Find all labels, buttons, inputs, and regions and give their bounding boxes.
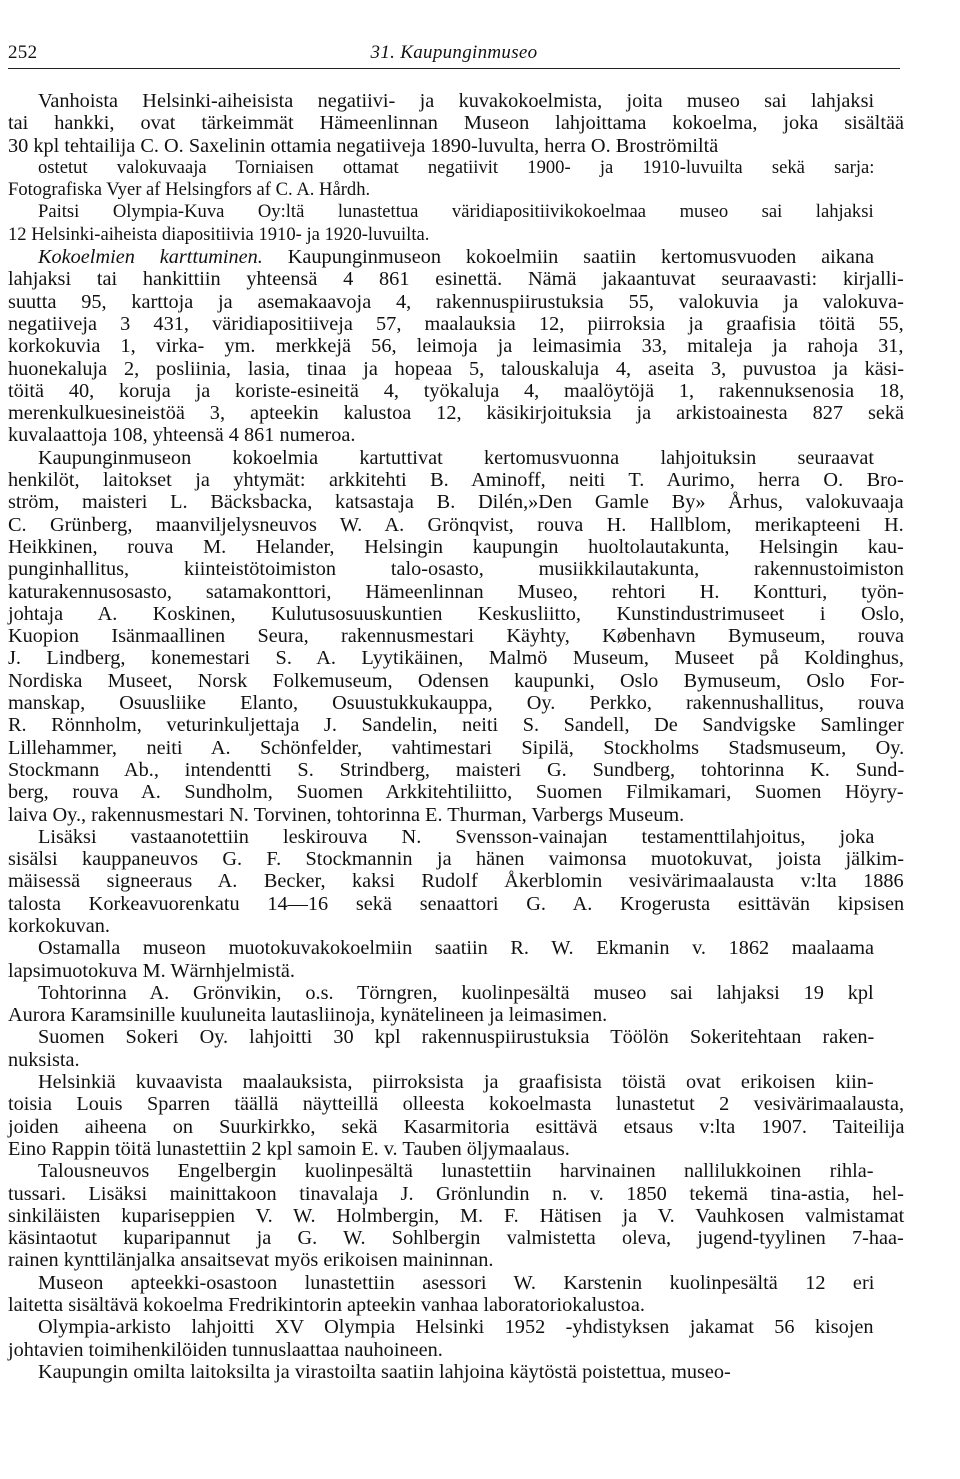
text-line xyxy=(8,179,904,201)
line-text: henkilöt, laitokset ja yhtymät: arkkitehti B. Aminoff, neiti T. Aurimo, herra O. Bro- xyxy=(8,469,904,492)
text-line xyxy=(8,1249,904,1271)
line-text: Talousneuvos Engelbergin kuolinpesältä lunastettiin harvinainen nallilukkoinen rihla- xyxy=(38,1160,874,1183)
line-text: Kaupunginmuseon kokoelmia kartuttivat kertomusvuonna lahjoituksin seuraavat xyxy=(38,446,875,469)
paragraph xyxy=(8,246,904,447)
line-text: katurakennusosasto, satamakonttori, Hämeenlinnan Museo, rehtori H. Kontturi, työn- xyxy=(8,580,904,603)
text-line xyxy=(8,1071,904,1093)
line-text: mäisessä signeeraus A. Becker, kaksi Rudolf Åkerblomin vesivärimaalausta v:lta 1886 xyxy=(8,870,904,893)
page-header xyxy=(8,42,900,66)
paragraph xyxy=(8,201,904,246)
text-line xyxy=(8,469,904,491)
line-text: berg, rouva A. Sundholm, Suomen Arkkitehtiliitto, Suomen Filmikamari, Suomen Höyry- xyxy=(8,781,904,804)
text-line xyxy=(8,960,904,982)
line-text: Ostamalla museon muotokuvakokoelmiin saatiin R. W. Ekmanin v. 1862 maalaama xyxy=(38,937,874,960)
text-line xyxy=(8,1093,904,1115)
line-text: korkokuvia 1, virka- ym. merkkejä 56, leimoja ja leimasimia 33, mitaleja ja rahoja 31, xyxy=(8,335,904,358)
line-text: manskap, Osuusliike Elanto, Osuustukkukauppa, Oy. Perkko, rakennushallitus, rouva xyxy=(8,692,905,715)
line-text: Stockmann Ab., intendentti S. Strindberg, maisteri G. Sundberg, tohtorinna K. Sund- xyxy=(8,758,905,781)
text-line xyxy=(8,870,904,892)
text-line xyxy=(8,759,904,781)
body-text xyxy=(8,90,904,1383)
paragraph xyxy=(8,1071,904,1160)
line-text: Kuopion Isänmaallinen Seura, rakennusmestari Käyhty, København Bymuseum, rouva xyxy=(8,625,904,648)
paragraph xyxy=(8,447,904,826)
paragraph xyxy=(8,937,904,982)
line-text: Aurora Karamsinille kuuluneita lautasliinoja, kynätelineen ja leimasimen. xyxy=(8,1004,608,1027)
line-text: ostetut valokuvaaja Torniaisen ottamat negatiivit 1900- ja 1910-luvuilta sekä sarja: xyxy=(38,156,875,178)
line-text: Museon apteekki-osastoon lunastettiin asessori W. Karstenin kuolinpesältä 12 eri xyxy=(38,1271,875,1294)
header-rule xyxy=(8,68,900,69)
line-text: Kaupungin omilta laitoksilta ja virastoilta saatiin lahjoina käytöstä poistettua, museo- xyxy=(38,1360,731,1383)
line-text: J. Lindberg, konemestari S. A. Lyytikäinen, Malmö Museum, Museet på Koldinghus, xyxy=(8,647,904,670)
text-line xyxy=(8,402,904,424)
text-line xyxy=(8,424,904,446)
line-text: Lisäksi vastaanotettiin leskirouva N. Svensson-vainajan testamenttilahjoitus, joka xyxy=(38,825,875,848)
line-text: punginhallitus, kiinteistötoimiston talo-osasto, musiikkilautakunta, rakennustoimiston xyxy=(8,558,904,581)
line-text: laitetta sisältävä kokoelma Fredrikintorin apteekin vanhaa laboratoriokalustoa. xyxy=(8,1294,645,1317)
line-text: negatiiveja 3 431, väridiapositiiveja 57, maalauksia 12, piirroksia ja graafisia töitä 55, xyxy=(8,312,904,335)
line-text: Nordiska Museet, Norsk Folkemuseum, Odensen kaupunki, Oslo Bymuseum, Oslo For- xyxy=(8,669,905,692)
text-line xyxy=(8,1183,904,1205)
text-line xyxy=(8,581,904,603)
text-line xyxy=(8,714,904,736)
text-line xyxy=(8,781,904,803)
text-line xyxy=(8,1272,904,1294)
text-line xyxy=(8,358,904,380)
text-line xyxy=(8,893,904,915)
text-line xyxy=(8,135,904,157)
line-text: nuksista. xyxy=(8,1048,80,1071)
text-line xyxy=(8,291,904,313)
line-text: merenkulkuesineistöä 3, apteekin kalustoa 12, käsikirjoituksia ja arkistoainesta 827 sekä xyxy=(8,402,904,425)
line-text: Paitsi Olympia-Kuva Oy:ltä lunastettua väridiapositiivikokoelmaa museo sai lahjaksi xyxy=(38,201,874,223)
line-text: tai hankki, ovat tärkeimmät Hämeenlinnan Museon lahjoittama kokoelma, joka sisältää xyxy=(8,112,904,135)
line-text: huonekaluja 2, posliinia, lasia, tinaa ja hopeaa 5, talouskaluja 4, aseita 3, puvustoa ja käsi- xyxy=(8,357,905,380)
text-line xyxy=(8,112,904,134)
text-line xyxy=(8,1205,904,1227)
text-line xyxy=(8,1160,904,1182)
text-line xyxy=(8,1361,904,1383)
text-line xyxy=(8,313,904,335)
paragraph xyxy=(8,1026,904,1071)
paragraph xyxy=(8,1361,904,1383)
text-line xyxy=(8,1004,904,1026)
line-text: töitä 40, koruja ja koriste-esineitä 4, työkaluja 4, maalöytöjä 1, rakennuksenosia 18, xyxy=(8,379,905,402)
text-line xyxy=(8,1316,904,1338)
line-text: Suomen Sokeri Oy. lahjoitti 30 kpl rakennuspiirustuksia Töölön Sokeritehtaan raken- xyxy=(38,1026,875,1049)
line-text: laiva Oy., rakennusmestari N. Torvinen, tohtorinna E. Thurman, Varbergs Museum. xyxy=(8,803,685,826)
text-line xyxy=(8,447,904,469)
line-text: Lillehammer, neiti A. Schönfelder, vahtimestari Sipilä, Stockholms Stadsmuseum, Oy. xyxy=(8,736,905,759)
paragraph xyxy=(8,90,904,157)
text-line xyxy=(8,380,904,402)
text-line xyxy=(8,491,904,513)
line-text: rainen kynttilänjalka ansaitsevat myös erikoisen maininnan. xyxy=(8,1249,494,1272)
text-line xyxy=(8,737,904,759)
line-text: Olympia-arkisto lahjoitti XV Olympia Helsinki 1952 -yhdistyksen jakamat 56 kisojen xyxy=(38,1316,874,1339)
text-line xyxy=(8,1026,904,1048)
text-line xyxy=(8,558,904,580)
text-line xyxy=(8,826,904,848)
line-text: R. Rönnholm, veturinkuljettaja J. Sandelin, neiti S. Sandell, De Sandvigske Samlinger xyxy=(8,714,904,737)
text-line xyxy=(8,1339,904,1361)
line-text: C. Grünberg, maanviljelysneuvos W. A. Grönqvist, rouva H. Hallblom, merikapteeni H. xyxy=(8,513,904,536)
page-number: 252 xyxy=(8,42,38,63)
text-line xyxy=(8,1294,904,1316)
text-line xyxy=(8,625,904,647)
text-line xyxy=(8,603,904,625)
line-text: talosta Korkeavuorenkatu 14—16 sekä senaattori G. A. Krogerusta esittävän kipsisen xyxy=(8,892,905,915)
line-text: kuvalaattoja 108, yhteensä 4 861 numeroa. xyxy=(8,424,356,447)
line-text: käsintaotut kuparipannut ja G. W. Sohlbergin valmistetta oleva, jugend-tyylinen 7-haa- xyxy=(8,1227,904,1250)
text-line xyxy=(8,848,904,870)
text-line xyxy=(8,224,904,246)
text-line xyxy=(8,692,904,714)
paragraph xyxy=(8,1316,904,1361)
line-text: lapsimuotokuva M. Wärnhjelmistä. xyxy=(8,959,295,982)
line-text: Vanhoista Helsinki-aiheisista negatiivi- ja kuvakokoelmista, joita museo sai lahjaksi xyxy=(38,90,875,112)
line-text: Kaupunginmuseon kokoelmiin saatiin kertomusvuoden aikana xyxy=(262,246,875,269)
text-line xyxy=(8,1227,904,1249)
text-line xyxy=(8,915,904,937)
text-line xyxy=(8,268,904,290)
line-text: ström, maisteri L. Bäcksbacka, katsastaja B. Dilén,»Den Gamle By» Århus, valokuvaaja xyxy=(8,491,904,514)
paragraph xyxy=(8,157,904,202)
line-text: Tohtorinna A. Grönvikin, o.s. Törngren, kuolinpesältä museo sai lahjaksi 19 kpl xyxy=(38,981,874,1004)
line-text: johtavien toimihenkilöiden tunnuslaattaa nauhoineen. xyxy=(8,1338,443,1361)
text-line xyxy=(8,1116,904,1138)
paragraph xyxy=(8,1272,904,1317)
line-text: sinkiläisten kupariseppien V. W. Holmbergin, M. F. Hätisen ja V. Vauhkosen valmistamat xyxy=(8,1204,905,1227)
text-line xyxy=(8,90,904,112)
line-text: korkokuvan. xyxy=(8,914,110,937)
line-text: Eino Rappin töitä lunastettiin 2 kpl samoin E. v. Tauben öljymaalaus. xyxy=(8,1137,570,1160)
text-line xyxy=(8,670,904,692)
text-line xyxy=(8,335,904,357)
line-text: Heikkinen, rouva M. Helander, Helsingin kaupungin huoltolautakunta, Helsingin kau- xyxy=(8,535,904,558)
section-lead: Kokoelmien karttuminen. xyxy=(38,246,263,269)
line-text: sisälsi kauppaneuvos G. F. Stockmannin ja hänen vaimonsa muotokuvat, joista jälkim- xyxy=(8,848,905,871)
line-text: Helsinkiä kuvaavista maalauksista, piirroksista ja graafisista töistä ovat erikoisen kiin- xyxy=(38,1071,874,1094)
text-line xyxy=(8,201,904,223)
text-line xyxy=(8,647,904,669)
running-title: 31. Kaupunginmuseo xyxy=(370,42,538,63)
paragraph xyxy=(8,826,904,937)
line-text: joiden aiheena on Suurkirkko, sekä Kasarmitoria esittävä etsaus v:lta 1907. Taiteilija xyxy=(8,1115,905,1138)
text-line xyxy=(8,1138,904,1160)
line-text: lahjaksi tai hankittiin yhteensä 4 861 esinettä. Nämä jakaantuvat seuraavasti: kirjalli- xyxy=(8,268,904,291)
line-text: 30 kpl tehtailija C. O. Saxelinin ottamia negatiiveja 1890-luvulta, herra O. Broströmiltä xyxy=(8,134,719,157)
text-line xyxy=(8,1049,904,1071)
text-line xyxy=(8,937,904,959)
paragraph xyxy=(8,1160,904,1271)
line-text: johtaja A. Koskinen, Kulutusosuuskuntien Keskusliitto, Kunstindustrimuseet i Oslo, xyxy=(8,602,905,625)
text-line xyxy=(8,157,904,179)
line-text: 12 Helsinki-aiheista diapositiivia 1910- ja 1920-luvuilta. xyxy=(8,223,430,245)
paragraph xyxy=(8,982,904,1027)
text-line xyxy=(8,514,904,536)
line-text: Fotografiska Vyer af Helsingfors af C. A. Hårdh. xyxy=(8,179,371,201)
text-line xyxy=(8,982,904,1004)
line-text: tussari. Lisäksi mainittakoon tinavalaja J. Grönlundin n. v. 1850 tekemä tina-astia, hel- xyxy=(8,1182,904,1205)
text-line xyxy=(8,536,904,558)
line-text: toisia Louis Sparren täällä näytteillä olleesta kokoelmasta lunastetut 2 vesivärimaalausta, xyxy=(8,1093,905,1116)
text-line xyxy=(8,804,904,826)
line-text: suutta 95, karttoja ja asemakaavoja 4, rakennuspiirustuksia 55, valokuvia ja valokuva- xyxy=(8,290,904,313)
text-line xyxy=(8,246,904,268)
